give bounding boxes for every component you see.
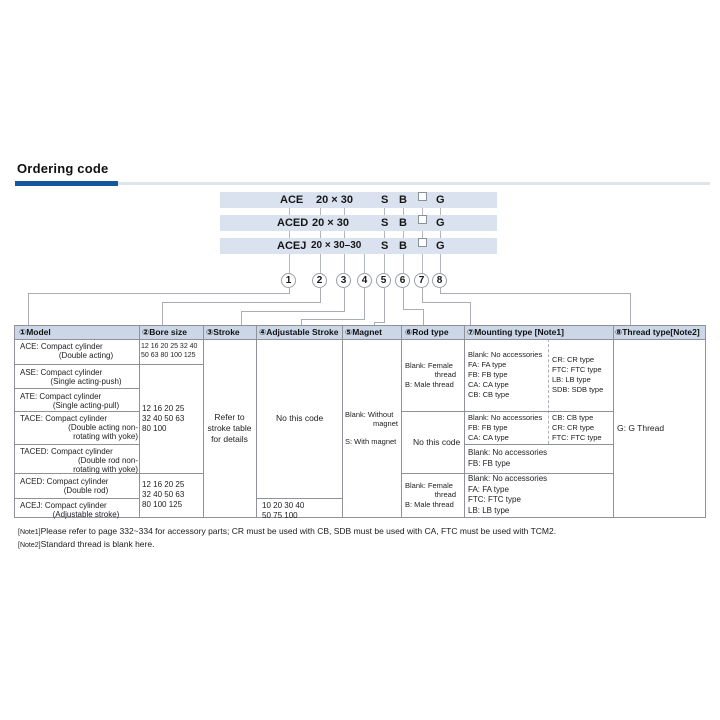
callout-1: 1 xyxy=(281,273,296,288)
thread-cell: G: G Thread xyxy=(617,422,665,433)
connector-line xyxy=(374,322,385,323)
spacer xyxy=(342,428,401,437)
code-model: ACEJ xyxy=(277,240,307,252)
callout-5: 5 xyxy=(376,273,391,288)
row-divider xyxy=(15,388,139,389)
connector-line xyxy=(630,293,631,325)
rod-cell-group3: Blank: Female thread B: Male thread xyxy=(405,480,456,509)
code-thread: G xyxy=(436,217,445,229)
model-cell-acej: ACEJ: Compact cylinder (Adjustable stroke) xyxy=(20,501,120,519)
adjustable-stroke-cell-none: No this code xyxy=(276,413,324,423)
callout-7: 7 xyxy=(414,273,429,288)
code-size: 20 × 30 xyxy=(312,217,350,229)
footnote-2 xyxy=(18,539,154,549)
magnet-cell: Blank: Without magnet S: With magnet xyxy=(342,339,401,517)
title-underline-accent xyxy=(15,181,118,186)
connector-line xyxy=(403,309,424,310)
row-divider xyxy=(15,498,139,499)
footnote-tag: [Note2] xyxy=(18,542,41,549)
row-divider xyxy=(15,444,139,445)
code-thread: G xyxy=(436,194,445,206)
callout-6: 6 xyxy=(395,273,410,288)
mounting-placeholder-box-icon xyxy=(418,238,427,247)
col-header-stroke: ③Stroke xyxy=(206,327,240,337)
footnote-text: Please refer to page 332~334 for accessory parts; CR must be used with CB, SDB must be used with CA, FTC must be used with TCM2. xyxy=(40,526,557,536)
col-header-bore-size: ②Bore size xyxy=(142,327,187,337)
rod-cell-group2: No this code xyxy=(413,436,461,447)
model-cell-ace: ACE: Compact cylinder (Double acting) xyxy=(20,342,114,360)
code-magnet: S xyxy=(381,217,389,229)
code-magnet: S xyxy=(381,194,389,206)
connector-line xyxy=(301,319,365,320)
code-magnet: S xyxy=(381,240,389,252)
connector-line xyxy=(241,311,345,312)
connector-line xyxy=(364,254,365,273)
code-thread: G xyxy=(436,240,445,252)
mounting-cell-group1-right: CR: CR type FTC: FTC type LB: LB type SDB: SDB type xyxy=(552,355,604,394)
connector-line xyxy=(344,288,345,311)
footnote-1 xyxy=(18,526,556,536)
code-size: 20 × 30 xyxy=(316,194,354,206)
code-model: ACED xyxy=(277,217,309,229)
connector-line xyxy=(364,288,365,319)
model-cell-tace: TACE: Compact cylinder (Double acting non- rotating with yoke) xyxy=(20,414,138,441)
code-rod: B xyxy=(399,240,407,252)
connector-line xyxy=(374,322,375,325)
row-divider xyxy=(15,411,139,412)
rod-cell-group1: Blank: Female thread B: Male thread xyxy=(405,360,456,389)
col-header-mounting-type: ⑦Mounting type [Note1] xyxy=(467,327,564,337)
connector-line xyxy=(162,302,321,303)
connector-line xyxy=(28,293,290,294)
code-rod: B xyxy=(399,217,407,229)
col-header-thread-type: ⑧Thread type[Note2] xyxy=(615,327,700,337)
col-header-adjustable-stroke: ④Adjustable Stroke xyxy=(259,327,339,337)
mounting-cell-group2a-left: Blank: No accessories FB: FB type CA: CA type xyxy=(468,412,543,442)
code-model: ACE xyxy=(280,194,304,206)
connector-line xyxy=(422,302,471,303)
title-underline-rest xyxy=(118,182,710,185)
model-cell-taced: TACED: Compact cylinder (Double rod non- rotating with yoke) xyxy=(20,447,138,474)
callout-4: 4 xyxy=(357,273,372,288)
mounting-cell-group2b: Blank: No accessories FB: FB type xyxy=(468,448,548,468)
ordering-code-table xyxy=(14,325,706,518)
section-title: Ordering code xyxy=(17,161,109,176)
connector-line xyxy=(403,288,404,309)
code-example-aced xyxy=(220,215,497,231)
mounting-placeholder-box-icon xyxy=(418,215,427,224)
footnote-tag: [Note1] xyxy=(18,529,41,536)
connector-line xyxy=(241,311,242,325)
connector-line xyxy=(301,319,302,325)
footnote-text: Standard thread is blank here. xyxy=(40,539,155,549)
bore-cell-group2: 12 16 20 25 32 40 50 63 80 100 xyxy=(142,403,185,433)
mounting-cell-group2a-right: CB: CB type CR: CR type FTC: FTC type xyxy=(552,412,602,442)
code-rod: B xyxy=(399,194,407,206)
bore-cell-ace: 12 16 20 25 32 40 50 63 80 100 125 xyxy=(141,343,198,359)
code-example-ace xyxy=(220,192,497,208)
code-size: 20 × 30–30 xyxy=(311,240,362,251)
model-cell-aced: ACED: Compact cylinder (Double rod) xyxy=(20,477,109,495)
connector-line xyxy=(162,302,163,325)
mounting-cell-group1-left: Blank: No accessories FA: FA type FB: FB type CA: CA type CB: CB type xyxy=(468,350,543,399)
mounting-cell-group3: Blank: No accessories FA: FA type FTC: FTC type LB: LB type xyxy=(468,474,548,515)
stroke-cell: Refer to stroke table for details xyxy=(207,411,252,444)
col-header-model: ①Model xyxy=(19,327,51,337)
connector-line xyxy=(28,293,29,325)
mounting-placeholder-box-icon xyxy=(418,192,427,201)
callout-2: 2 xyxy=(312,273,327,288)
connector-line xyxy=(470,302,471,325)
callout-8: 8 xyxy=(432,273,447,288)
connector-line xyxy=(384,288,385,322)
model-cell-ase: ASE: Compact cylinder (Single acting-push) xyxy=(20,368,122,386)
callout-3: 3 xyxy=(336,273,351,288)
row-divider xyxy=(256,498,342,499)
col-header-rod-type: ⑥Rod type xyxy=(405,327,449,337)
model-cell-ate: ATE: Compact cylinder (Single acting-pull) xyxy=(20,392,120,410)
connector-line xyxy=(440,293,631,294)
code-example-acej xyxy=(220,238,497,254)
col-header-magnet: ⑤Magnet xyxy=(345,327,382,337)
connector-line xyxy=(422,288,423,302)
adjustable-stroke-cell-acej: 10 20 30 40 50 75 100 xyxy=(262,501,305,520)
connector-line xyxy=(320,288,321,302)
bore-cell-group3: 12 16 20 25 32 40 50 63 80 100 125 xyxy=(142,480,185,509)
connector-line xyxy=(423,309,424,325)
